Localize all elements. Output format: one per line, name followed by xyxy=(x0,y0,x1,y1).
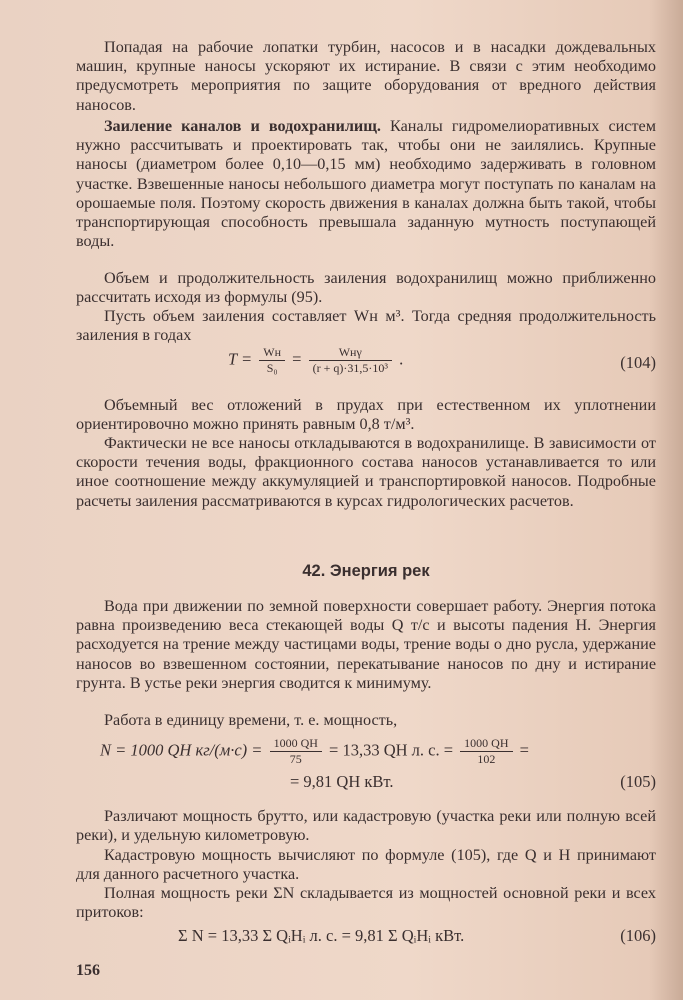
paragraph-actual-deposition: Фактически не все наносы откладываются в водохранилище. В зависимости от скорости течения воды, фракционного состава наносов устанавливается то или иное соотношение между аккумуляцией и транспортировкой наносов. Подробные расчеты заиления рассматриваются в курсах гидрологических расчетов. xyxy=(76,434,656,510)
paragraph-cadastral-power: Кадастровую мощность вычисляют по формуле (105), где Q и H принимают для данного расчетного участка. xyxy=(76,846,656,884)
formula-104: T = $\frac{Wн}{\text{S₀}}$ = $\frac{\text{Wнγ}}{\text{(r + q)·31,5·10³}}$ . xyxy=(228,345,404,375)
paragraph-total-power: Полная мощность реки ΣN складывается из мощностей основной реки и всех притоков: xyxy=(76,884,656,922)
paragraph-deposit-weight: Объемный вес отложений в прудах при естественном их уплотнении ориентировочно можно принять равным 0,8 т/м³. xyxy=(76,396,656,434)
fraction-wn-gamma: $\frac{\text{Wнγ}}{\text{(r + q)·31,5·10³}}$ xyxy=(309,345,392,376)
fraction-1000qh-102: $\frac{1000 QH}{102}$ xyxy=(460,736,512,767)
equation-number-104: (104) xyxy=(620,353,656,372)
fraction-1000qh-75: $\frac{1000 QH}{75}$ xyxy=(270,736,322,767)
paragraph-silting-duration: Пусть объем заиления составляет Wн м³. Тогда средняя продолжительность заиления в годах xyxy=(76,307,656,345)
equation-number-105: (105) xyxy=(620,772,656,791)
paragraph-sediment-abrasion: Попадая на рабочие лопатки турбин, насосов и в насадки дождевальных машин, крупные наносы ускоряют их истирание. В связи с этим необходимо предусмотреть мероприятия по защите оборудования от вредного действия наносов. xyxy=(76,38,656,114)
runin-heading: Заиление каналов и водохранилищ. xyxy=(104,117,381,135)
paragraph-power-types: Различают мощность брутто, или кадастровую (участка реки или полную всей реки), и удельную километровую. xyxy=(76,807,656,845)
formula-106: Σ N = 13,33 Σ QᵢHᵢ л. с. = 9,81 Σ QᵢHᵢ кВт. xyxy=(178,926,465,945)
paragraph-river-energy: Вода при движении по земной поверхности совершает работу. Энергия потока равна произведению веса стекающей воды Q т/с и высоты падения H. Энергия расходуется на трение между частицами воды, трение воды о дно русла, удержание наносов во взвешенном состоянии, перекатывание наносов по дну и истирание грунта. В устье реки энергия сводится к минимуму. xyxy=(76,597,656,692)
section-title: 42. Энергия рек xyxy=(302,562,430,580)
fraction-wn-s0: $\frac{Wн}{\text{S₀}}$ xyxy=(259,345,285,376)
page-number: 156 xyxy=(76,962,100,979)
paragraph-reservoir-volume: Объем и продолжительность заиления водохранилищ можно приближенно рассчитать исходя из формулы (95). xyxy=(76,269,656,307)
equation-number-106: (106) xyxy=(620,926,656,945)
paragraph-canal-silting: Заиление каналов и водохранилищ. Каналы гидромелиоративных систем нужно рассчитывать и проектировать так, чтобы они не заилялись. Крупные наносы (диаметром более 0,10—0,15 мм) необходимо задерживать в головном участке. Взвешенные наносы небольшого диаметра могут поступать по каналам на орошаемые поля. Поэтому скорость движения в каналах должна быть такой, чтобы транспортирующая способность превышала заданную мутность поступающей воды. xyxy=(76,117,656,251)
formula-105-line1: N = 1000 QH кг/(м·с) = $\frac{1000 QH}{75}$ = 13,33 QH л. с. = $\frac{1000 QH}{102}$ = xyxy=(100,736,529,766)
paragraph-power-intro: Работа в единицу времени, т. е. мощность, xyxy=(104,711,398,729)
formula-105-line2: = 9,81 QH кВт. xyxy=(290,772,394,791)
